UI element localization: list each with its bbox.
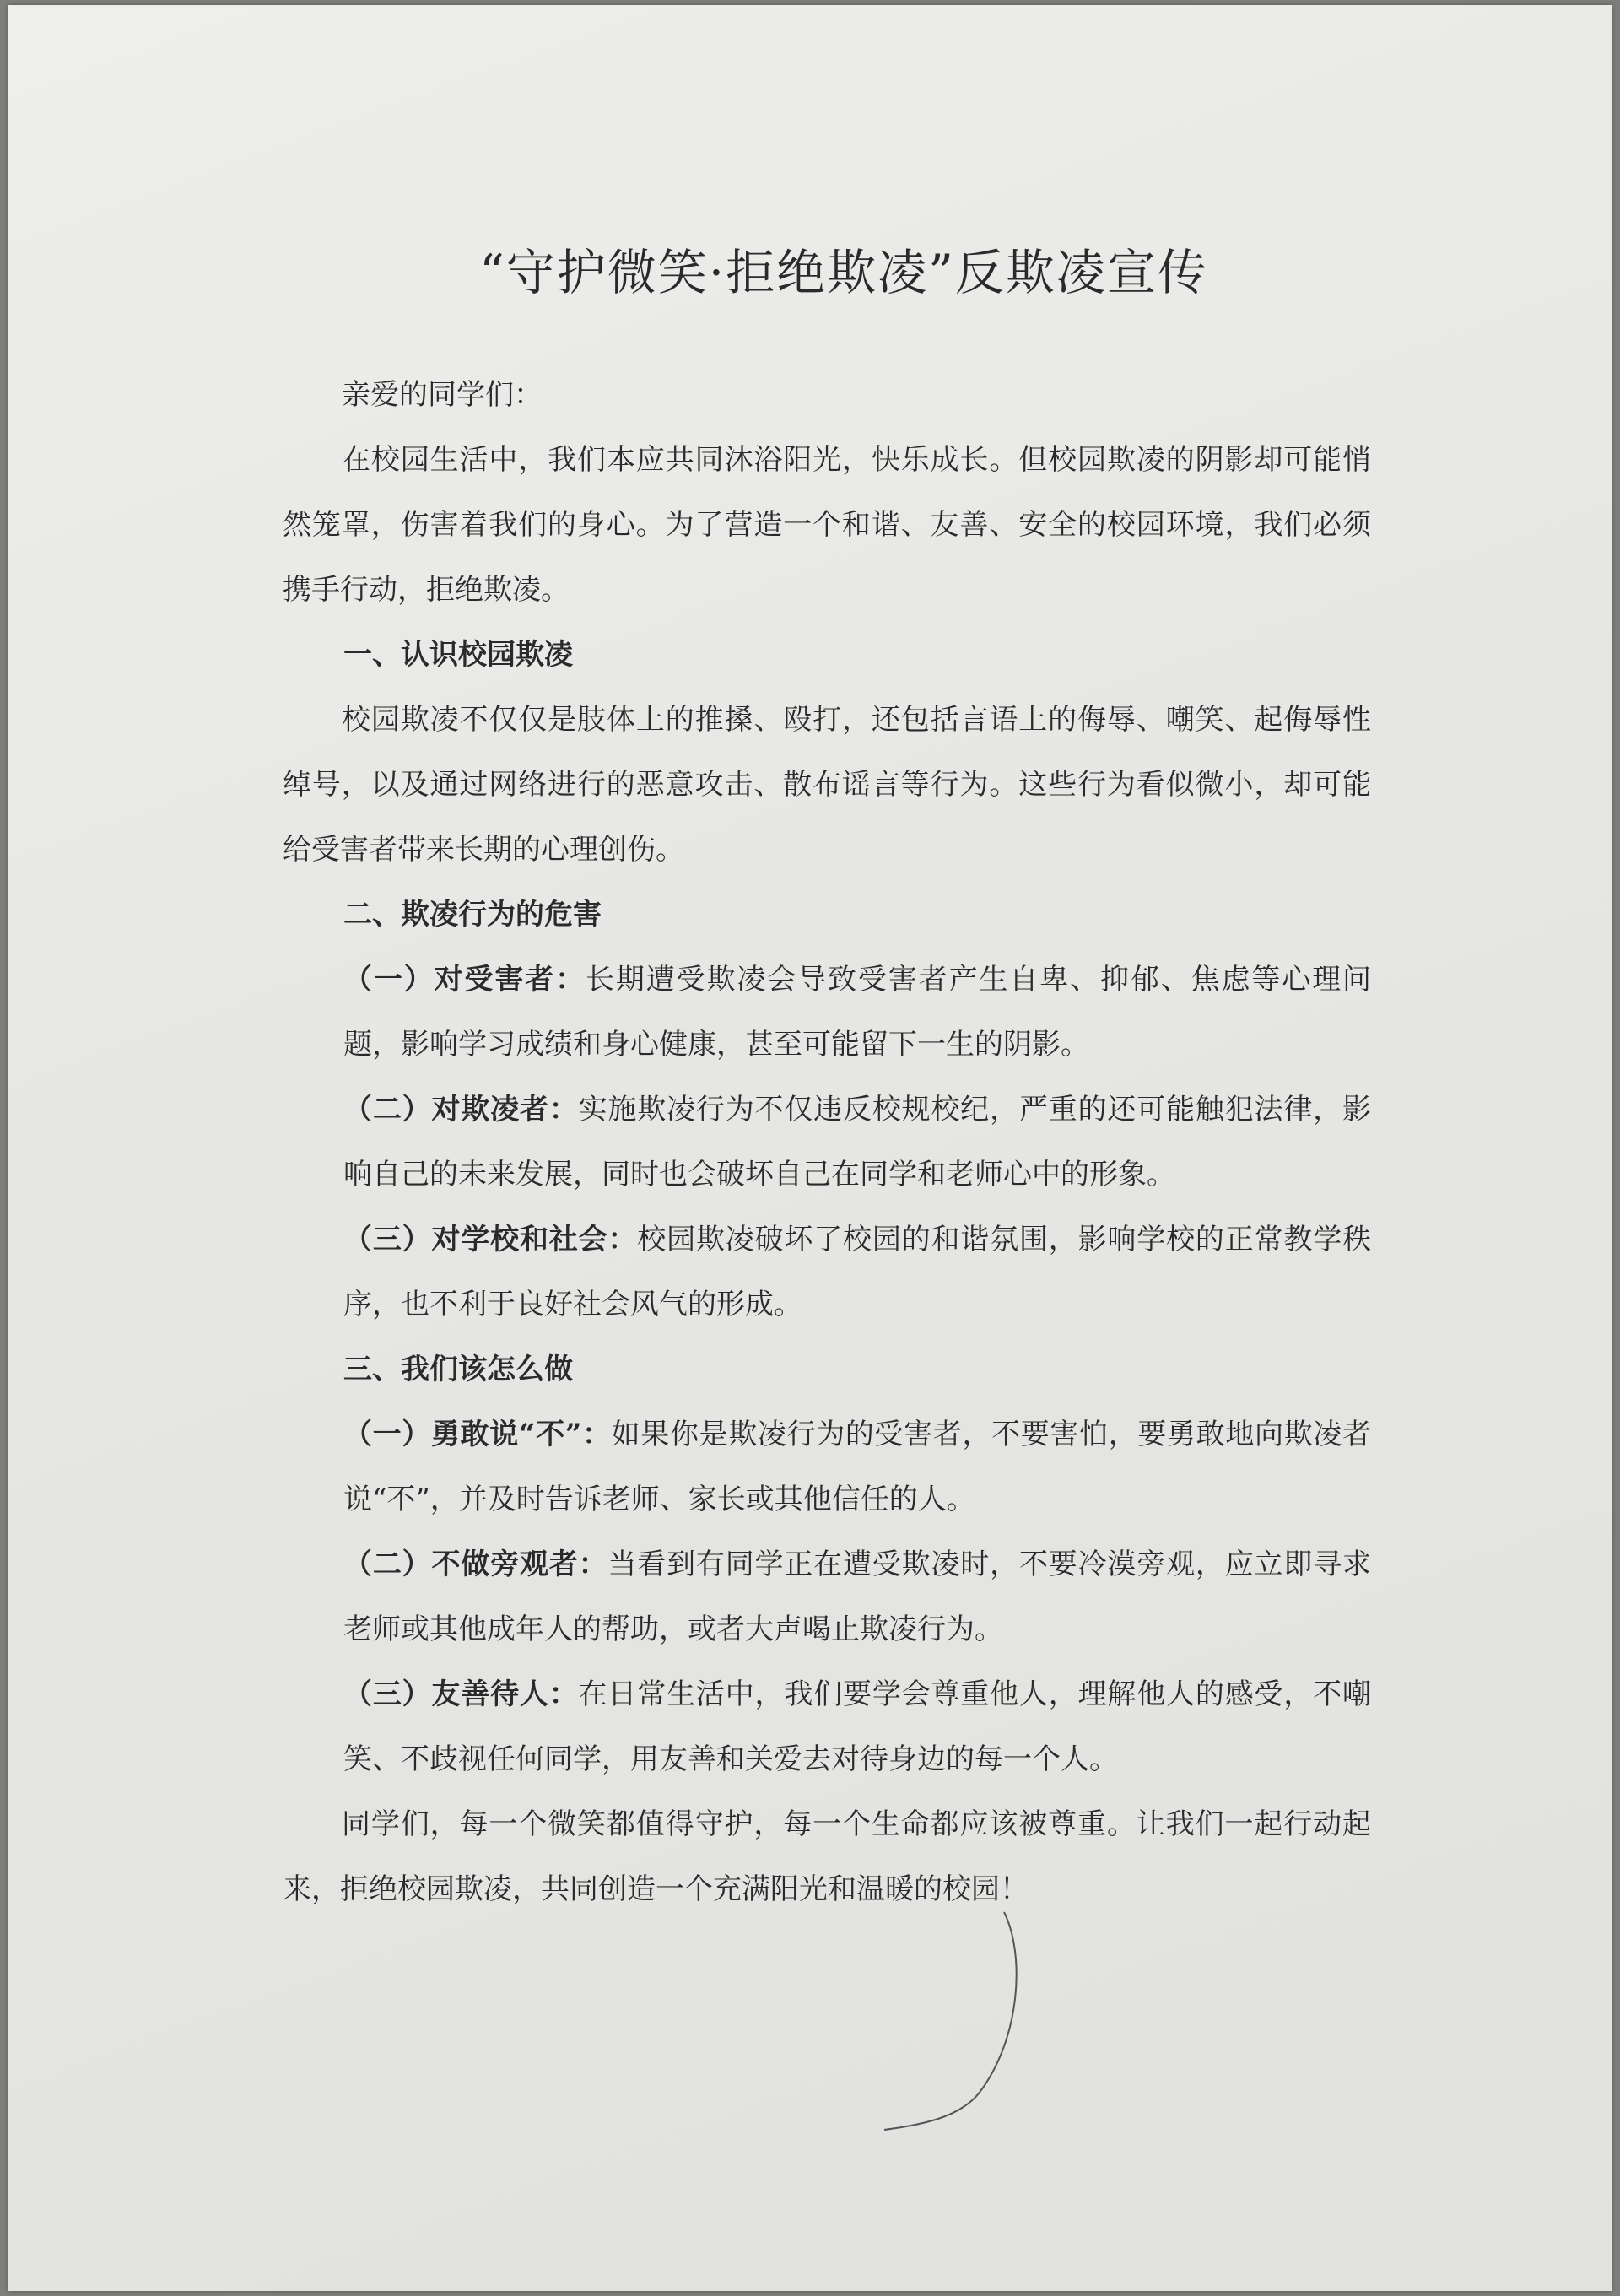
item-lead: （二）对欺凌者： <box>343 1093 579 1126</box>
item-text: 校园欺凌破坏了校园的和谐氛围，影响学校的正常教学秩序，也不利于良好社会风气的形成。 <box>343 1223 1372 1321</box>
item-text: 实施欺凌行为不仅违反校规校纪，严重的还可能触犯法律，影响自己的未来发展，同时也会破坏自己在同学和老师心中的形象。 <box>343 1093 1372 1191</box>
list-item <box>283 1207 1371 1337</box>
document-title: “守护微笑·拒绝欺凌”反欺凌宣传 <box>479 244 1208 301</box>
list-item <box>283 1532 1371 1662</box>
section-heading-2: 二、欺凌行为的危害 <box>343 898 602 932</box>
list-item <box>283 1402 1371 1532</box>
section-1-paragraph: 校园欺凌不仅仅是肢体上的推搡、殴打，还包括言语上的侮辱、嘲笑、起侮辱性绰号，以及通过网络进行的恶意攻击、散布谣言等行为。这些行为看似微小，却可能给受害者带来长期的心理创伤。 <box>283 703 1371 867</box>
hair-strand <box>878 1904 1046 2131</box>
document-body <box>283 233 1371 1922</box>
item-text: 在日常生活中，我们要学会尊重他人，理解他人的感受，不嘲笑、不歧视任何同学，用友善和关爱去对待身边的每一个人。 <box>343 1677 1372 1776</box>
item-lead: （二）不做旁观者： <box>343 1548 608 1581</box>
salutation: 亲爱的同学们： <box>342 378 543 412</box>
intro-paragraph: 在校园生活中，我们本应共同沐浴阳光，快乐成长。但校园欺凌的阴影却可能悄然笼罩，伤害着我们的身心。为了营造一个和谐、友善、安全的校园环境，我们必须携手行动，拒绝欺凌。 <box>283 443 1371 607</box>
list-item <box>283 948 1371 1078</box>
list-item <box>283 1662 1371 1792</box>
item-text: 如果你是欺凌行为的受害者，不要害怕，要勇敢地向欺凌者说“不”，并及时告诉老师、家长或其他信任的人。 <box>343 1418 1371 1516</box>
paper-sheet <box>8 5 1612 2291</box>
list-item <box>283 1078 1371 1207</box>
item-lead: （三）友善待人： <box>343 1677 579 1711</box>
item-lead: （一）勇敢说“不”： <box>343 1418 612 1451</box>
item-lead: （三）对学校和社会： <box>343 1223 638 1256</box>
item-text: 长期遭受欺凌会导致受害者产生自卑、抑郁、焦虑等心理问题，影响学习成绩和身心健康，甚至可能留下一生的阴影。 <box>343 963 1371 1062</box>
closing-paragraph: 同学们，每一个微笑都值得守护，每一个生命都应该被尊重。让我们一起行动起来，拒绝校园欺凌，共同创造一个充满阳光和温暖的校园！ <box>283 1807 1371 1906</box>
section-heading-3: 三、我们该怎么做 <box>343 1353 573 1386</box>
section-heading-1: 一、认识校园欺凌 <box>343 638 573 672</box>
item-lead: （一）对受害者： <box>343 963 586 997</box>
item-text: 当看到有同学正在遭受欺凌时，不要冷漠旁观，应立即寻求老师或其他成年人的帮助，或者大声喝止欺凌行为。 <box>343 1548 1372 1646</box>
